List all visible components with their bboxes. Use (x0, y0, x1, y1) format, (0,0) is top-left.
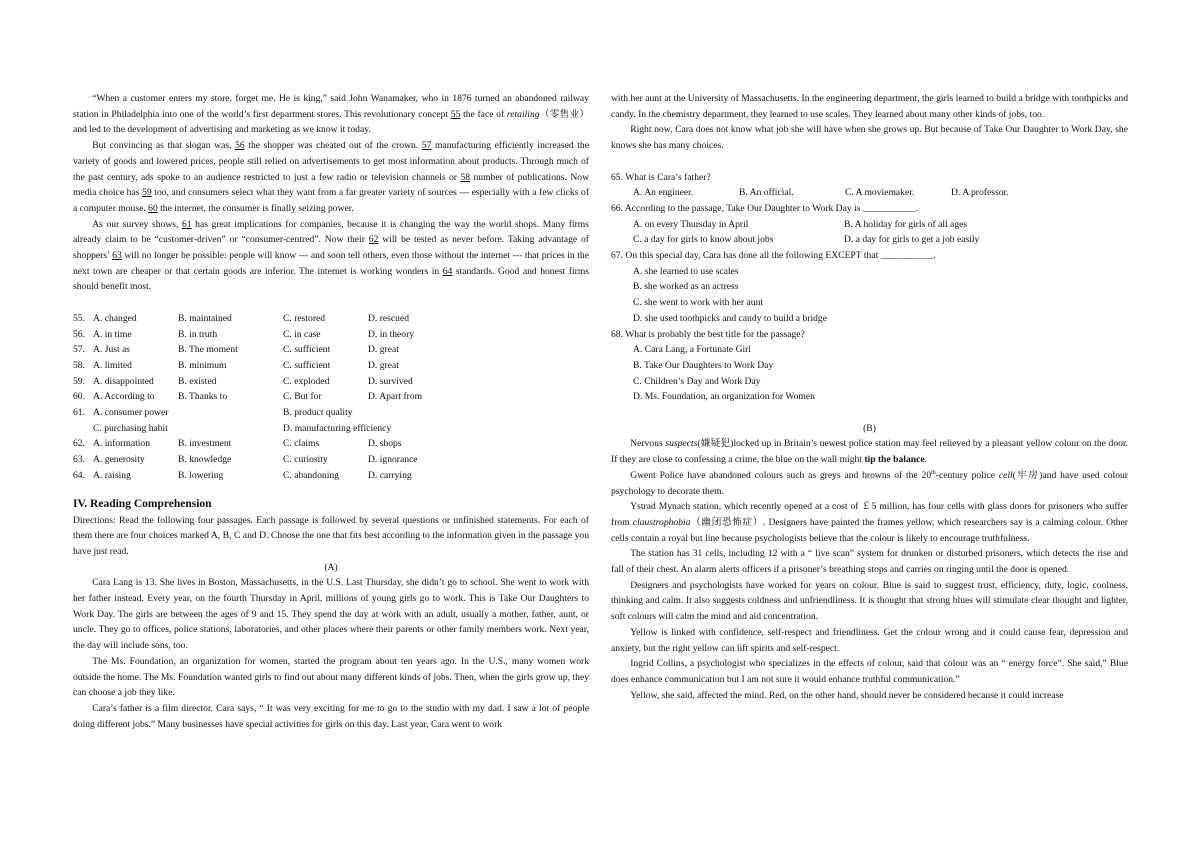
question-row: 55. A. changed B. maintained C. restored D. rescued (73, 312, 410, 324)
question-row: 61. A. consumer power B. product quality (73, 407, 353, 419)
blank-number: 58 (460, 171, 471, 183)
blank-number: 63 (112, 250, 122, 262)
question-row: 62. A. information B. investment C. claims D. shops (73, 438, 402, 450)
paragraph: “When a customer enters my store, forget me. He is king,” said John Wanamaker, who in 1876 turned an abandoned railway station in Philadelphia into one of the world’s first department stores. This revolutionary concept 55 the face of retailing（零售业） and led to the development of advertising and marketing as we know it today. (73, 93, 590, 136)
blank-number: 60 (148, 202, 158, 214)
paragraph: But convincing as that slogan was, 56 the shopper was cheated out of the crown. 57 manufacturing efficiently increased the variety of goods and lowered prices, people still relied on advertisements to get most information about products. Through much of the past century, ads spoke to an audience restricted to just a few radio or television channels or 58 number of publications. Now media choice has 59 too, and consumers select what they want from a far greater variety of sources --- especially with a few clicks of a computer mouse. 60 the internet, the consumer is finally seizing power. (73, 140, 590, 214)
section-heading: IV. Reading Comprehension (73, 497, 212, 510)
paragraph: Yellow is linked with confidence, self-respect and friendliness. Get the colour wrong and it could cause fear, depression and anxiety, but the right yellow can lift spirits and self-respect. (611, 626, 1128, 654)
paragraph: Yellow, she said, affected the mind. Red, on the other hand, should never be considered because it could increase (630, 689, 1064, 701)
directions: Directions: Read the following four passages. Each passage is followed by several questions or unfinished statements. For each of them there are four choices marked A, B, C and D. Choose the one that fits best according to the information given in the passage you have just read. (73, 514, 589, 557)
question-row: 56. A. in time B. in truth C. in case D. in theory (73, 328, 415, 340)
option-row: D. Ms. Foundation, an organization for Women (633, 391, 815, 403)
option-row: A. she learned to use scales (633, 265, 739, 277)
passage-label: (B) (863, 422, 876, 434)
question-row: 57. A. Just as B. The moment C. sufficient D. great (73, 344, 399, 356)
blank-number: 57 (421, 140, 432, 152)
option-row: B. Take Our Daughters to Work Day (633, 359, 774, 371)
paragraph: with her aunt at the University of Massachusetts. In the engineering department, the girls learned to build a bridge with toothpicks and candy. In the chemistry department, they learned to use scales. They learned about many other kinds of jobs, too. (611, 93, 1128, 120)
question-row: 60. A. According to B. Thanks to C. But for D. Apart from (73, 391, 423, 403)
paragraph: Gwent Police have abandoned colours such as greys and browns of the 20th-century police cell(牢房)and have used colour psychology to decorate them. (611, 469, 1128, 497)
blank-number: 59 (142, 187, 152, 199)
paragraph: The station has 31 cells, including 12 with a “ live scan” system for drunken or disturbed prisoners, which detects the rise and fall of their chest. An alarm alerts officers if a prisoner’s breathing stops and carries on ringing until the door is opened. (611, 548, 1128, 576)
question-row: 64. A. raising B. lowering C. abandoning D. carrying (73, 469, 412, 481)
blank-number: 56 (235, 140, 245, 152)
blank-number: 61 (181, 218, 192, 230)
question-66: 66. According to the passage, Take Our Daughter to Work Day is ___________. (611, 202, 919, 214)
paragraph: As our survey shows, 61 has great implications for companies, because it is changing the way the world shops. Many firms already claim to be “customer-driven” or “consumer-centred”. Now their 62 will be tested as never before. Taking advantage of shoppers’ 63 will no longer be possible: people will know --- and soon tell others, even those without the internet --- that prices in the next town are cheaper or that certain goods are inferior. The internet is working wonders in 64 standards. Good and honest firms should benefit most. (73, 218, 590, 293)
option-row: C. a day for girls to know about jobs D. a day for girls to get a job easily (633, 234, 980, 246)
paragraph: Ingrid Collins, a psychologist who specializes in the effects of colour, said that colour was an “ energy force”. She said,” Blue does enhance communication but I am not sure it would enhance truthful communication.” (611, 658, 1128, 685)
paragraph: Right now, Cara does not know what job she will have when she grows up. But because of Take Our Daughter to Work Day, she knows she has many choices. (611, 124, 1128, 152)
paragraph: Designers and psychologists have worked for years on colour. Blue is said to suggest trust, efficiency, duty, logic, coolness, thinking and calm. It also suggests coldness and unfriendliness. It is thought that strong blues will stimulate clear thought and lighter, soft colours will calm the mind and aid concentration. (611, 579, 1128, 623)
blank-number: 64 (442, 265, 453, 277)
question-row: 63. A. generosity B. knowledge C. curiosity D. ignorance (73, 454, 418, 466)
question-row: 58. A. limited B. minimum C. sufficient D. great (73, 359, 399, 371)
paragraph: Ystrad Mynach station, which recently opened at a cost of ￡5 million, has four cells with glass doors for prisoners who suffer from claustrophobia（幽闭恐怖症）. Designers have painted the frames yellow, which researchers say is a calming colour. Other cells contain a royal but line because psychologists believe that the colour is likely to encourage truthfulness. (611, 501, 1129, 544)
option-row: C. Children’s Day and Work Day (633, 375, 761, 387)
passage-label: (A) (324, 561, 338, 573)
blank-number: 55 (450, 108, 461, 120)
right-column (611, 91, 1128, 703)
paragraph: Nervous suspects(嫌疑犯)locked up in Britain’s newest police station may feel relieved by a pleasant yellow colour on the door. If they are close to confessing a crime, the blue on the wall might tip the balance. (611, 438, 1128, 466)
option-row: A. An engineer. B. An official. C. A moviemaker. D. A professor. (633, 187, 1009, 199)
question-row: C. purchasing habit D. manufacturing efficiency (93, 422, 392, 434)
question-row: 59. A. disappointed B. existed C. exploded D. survived (73, 375, 413, 387)
paragraph: The Ms. Foundation, an organization for women, started the program about ten years ago. In the U.S., many women work outside the home. The Ms. Foundation wanted girls to find out about many different kinds of jobs. Then, when the girls grow up, they can choose a job they like. (73, 655, 589, 699)
option-row: B. she worked as an actress (633, 281, 739, 293)
left-column (73, 91, 589, 732)
paragraph: Cara’s father is a film director. Cara says, “ It was very exciting for me to go to the studio with my dad. I saw a lot of people doing different jobs.” Many businesses have special activities for girls on this day. Last year, Cara went to work (73, 703, 589, 730)
paragraph: Cara Lang is 13. She lives in Boston, Massachusetts, in the U.S. Last Thursday, she didn’t go to school. She went to work with her father instead. Every year, on the fourth Thursday in April, millions of young girls go to work. This is Take Our Daughters to Work Day. The girls are between the ages of 9 and 15. They spend the day at work with an adult, usually a mother, father, aunt, or uncle. They go to offices, police stations, laboratories, and other places where their parents or other family members work. Next year, the day will include sons, too. (73, 577, 589, 652)
question-65: 65. What is Cara’s father? (611, 171, 711, 183)
option-row: A. Cara Lang, a Fortunate Girl (633, 344, 752, 356)
blank-number: 62 (368, 234, 379, 246)
question-67: 67. On this special day, Cara has done all the following EXCEPT that ___________. (611, 250, 936, 262)
question-68: 68. What is probably the best title for the passage? (611, 328, 805, 340)
option-row: D. she used toothpicks and candy to build a bridge (633, 312, 827, 324)
option-row: C. she went to work with her aunt (633, 297, 764, 309)
option-row: A. on every Thursday in April B. A holiday for girls of all ages (633, 218, 968, 230)
